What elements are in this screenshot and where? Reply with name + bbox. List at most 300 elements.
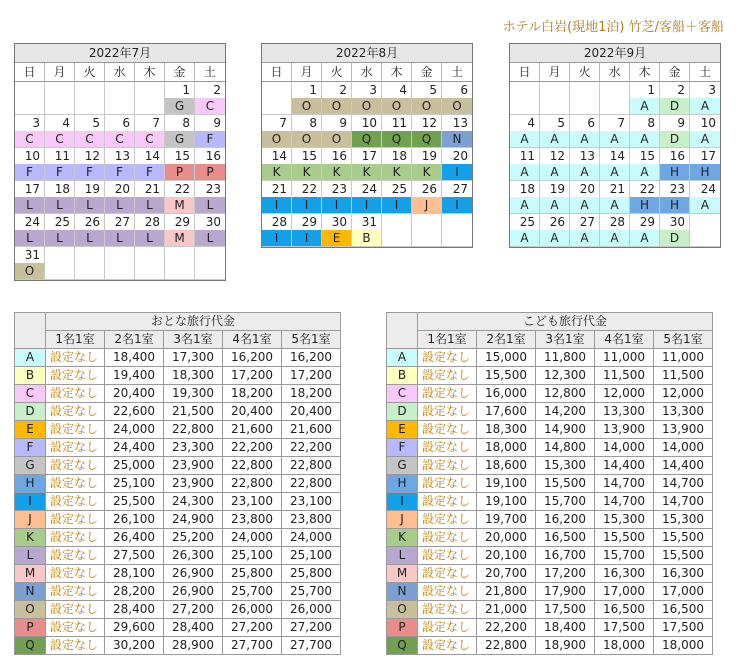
calendar-day[interactable] [195, 148, 225, 181]
calendar-day[interactable] [660, 148, 690, 181]
price-code: H [690, 164, 720, 180]
not-available-cell: 設定なし [46, 511, 105, 529]
day-number: 23 [669, 182, 685, 196]
price-code: A [540, 230, 569, 246]
calendar-day[interactable] [352, 181, 382, 214]
code-label: M [396, 566, 408, 580]
day-number: 2 [677, 83, 685, 97]
calendar-day[interactable] [195, 181, 225, 214]
price-cell: 24,000 [223, 529, 282, 547]
column-header: 1名1室 [46, 331, 105, 349]
weekday-label: 日 [262, 63, 292, 82]
price-cell: 18,400 [105, 349, 164, 367]
price-cell: 13,300 [595, 403, 654, 421]
calendar-day[interactable] [292, 214, 322, 247]
calendar-day[interactable] [165, 181, 195, 214]
calendar-day[interactable] [630, 82, 660, 115]
day-number: 24 [24, 215, 40, 229]
calendar-day[interactable] [690, 148, 720, 181]
price-code: C [135, 131, 164, 147]
price-cell: 22,200 [477, 619, 536, 637]
calendar-empty-cell [15, 82, 45, 115]
table-row [15, 439, 341, 457]
calendar-day[interactable] [600, 115, 630, 148]
price-code: O [292, 131, 321, 147]
price-code: A [690, 131, 720, 147]
price-cell: 26,900 [164, 565, 223, 583]
calendar-day[interactable] [600, 214, 630, 247]
not-available-cell: 設定なし [418, 583, 477, 601]
code-swatch [15, 511, 46, 529]
calendar-day[interactable] [322, 115, 352, 148]
weekday-label: 木 [382, 63, 412, 82]
calendar-empty-cell [195, 247, 225, 280]
not-available-cell: 設定なし [46, 583, 105, 601]
day-number: 6 [460, 83, 468, 97]
calendar-day[interactable] [322, 214, 352, 247]
calendar-day[interactable] [45, 115, 75, 148]
price-cell: 15,700 [595, 547, 654, 565]
price-cell: 16,200 [536, 511, 595, 529]
calendar-day[interactable] [165, 148, 195, 181]
calendar-day[interactable] [15, 115, 45, 148]
price-code: F [15, 164, 44, 180]
calendar-day[interactable] [135, 214, 165, 247]
price-cell: 15,000 [477, 349, 536, 367]
calendar-day[interactable] [382, 148, 412, 181]
calendar-day[interactable] [352, 82, 382, 115]
calendar-day[interactable] [75, 148, 105, 181]
calendar-day[interactable] [262, 181, 292, 214]
not-available-cell: 設定なし [418, 601, 477, 619]
column-header: 4名1室 [595, 331, 654, 349]
calendar-day[interactable] [165, 115, 195, 148]
weekday-label: 月 [292, 63, 322, 82]
column-header-row [387, 331, 713, 349]
day-number: 22 [301, 182, 317, 196]
table-row [15, 367, 341, 385]
price-cell: 27,200 [282, 619, 341, 637]
calendar-day[interactable] [510, 148, 540, 181]
day-number: 26 [84, 215, 100, 229]
day-number: 18 [54, 182, 70, 196]
code-swatch [15, 421, 46, 439]
price-cell: 17,500 [595, 619, 654, 637]
day-number: 1 [309, 83, 317, 97]
calendar-day[interactable] [165, 82, 195, 115]
code-label: Q [25, 638, 35, 652]
price-cell: 14,400 [654, 457, 713, 475]
calendar-day[interactable] [442, 115, 472, 148]
price-cell: 19,100 [477, 475, 536, 493]
calendar-day[interactable] [660, 181, 690, 214]
day-number: 29 [174, 215, 190, 229]
calendar-day[interactable] [105, 214, 135, 247]
calendar-day[interactable] [382, 82, 412, 115]
weekday-label: 日 [15, 63, 45, 82]
price-code: G [165, 98, 194, 114]
not-available-cell: 設定なし [46, 529, 105, 547]
calendar-day[interactable] [442, 148, 472, 181]
calendar-day[interactable] [195, 82, 225, 115]
table-row [15, 385, 341, 403]
code-label: C [397, 386, 407, 400]
day-number: 28 [144, 215, 160, 229]
day-number: 14 [609, 149, 625, 163]
price-code: A [510, 230, 539, 246]
code-label: O [25, 602, 35, 616]
price-cell: 23,900 [164, 475, 223, 493]
not-available-cell: 設定なし [418, 403, 477, 421]
calendar-day[interactable] [15, 181, 45, 214]
price-code: K [322, 164, 351, 180]
day-number: 27 [452, 182, 468, 196]
price-cell: 28,900 [164, 637, 223, 655]
price-cell: 15,300 [536, 457, 595, 475]
calendar-day[interactable] [15, 214, 45, 247]
day-number: 27 [579, 215, 595, 229]
code-swatch [15, 493, 46, 511]
calendar-day[interactable] [322, 148, 352, 181]
price-code [75, 263, 104, 279]
price-code: P [195, 164, 225, 180]
calendar-empty-cell [382, 214, 412, 247]
code-label: E [26, 422, 34, 436]
day-number: 11 [519, 149, 535, 163]
table-title: こども旅行代金 [418, 313, 713, 331]
price-cell: 25,100 [223, 547, 282, 565]
price-cell: 24,400 [105, 439, 164, 457]
price-cell: 14,000 [595, 439, 654, 457]
calendar-day[interactable] [105, 148, 135, 181]
weekday-label: 土 [195, 63, 225, 82]
calendar-day[interactable] [45, 214, 75, 247]
calendar-day[interactable] [292, 82, 322, 115]
day-number: 25 [391, 182, 407, 196]
calendar-day[interactable] [195, 214, 225, 247]
code-label: A [397, 350, 407, 364]
code-swatch [387, 385, 418, 403]
price-code: A [570, 230, 599, 246]
day-number: 14 [144, 149, 160, 163]
column-header: 4名1室 [223, 331, 282, 349]
calendar-day[interactable] [412, 181, 442, 214]
calendar-day[interactable] [412, 148, 442, 181]
price-code: L [75, 230, 104, 246]
price-cell: 27,500 [105, 547, 164, 565]
price-code: O [15, 263, 44, 279]
calendar-day[interactable] [165, 214, 195, 247]
calendar-day[interactable] [45, 181, 75, 214]
day-number: 5 [557, 116, 565, 130]
calendar-day[interactable] [540, 181, 570, 214]
table-row [387, 475, 713, 493]
calendar-day[interactable] [570, 148, 600, 181]
price-cell: 24,300 [164, 493, 223, 511]
calendar-day[interactable] [135, 115, 165, 148]
weekday-label: 水 [352, 63, 382, 82]
price-code: L [15, 230, 44, 246]
price-code: M [165, 197, 194, 213]
calendar-day[interactable] [540, 148, 570, 181]
calendar-day[interactable] [630, 181, 660, 214]
price-code: O [262, 131, 291, 147]
price-code: B [352, 230, 381, 246]
price-cell: 17,600 [477, 403, 536, 421]
calendar-day[interactable] [570, 115, 600, 148]
price-code [382, 230, 411, 246]
weekday-label: 金 [165, 63, 195, 82]
weekday-header [510, 63, 720, 82]
code-label: E [398, 422, 406, 436]
calendar-day[interactable] [690, 82, 720, 115]
calendar-day[interactable] [630, 148, 660, 181]
calendar-day[interactable] [382, 115, 412, 148]
table-row [15, 601, 341, 619]
code-label: Q [397, 638, 407, 652]
calendar-day[interactable] [15, 148, 45, 181]
calendar-day[interactable] [292, 148, 322, 181]
calendar-day[interactable] [600, 181, 630, 214]
price-cell: 14,400 [595, 457, 654, 475]
price-cell: 18,900 [536, 637, 595, 655]
day-number: 4 [62, 116, 70, 130]
calendar-day[interactable] [352, 115, 382, 148]
calendar-day[interactable] [292, 115, 322, 148]
weekday-label: 火 [570, 63, 600, 82]
day-number: 28 [609, 215, 625, 229]
calendar-day[interactable] [262, 214, 292, 247]
code-label: H [397, 476, 407, 490]
price-cell: 12,800 [536, 385, 595, 403]
price-code: A [600, 164, 629, 180]
code-label: B [397, 368, 407, 382]
price-cell: 27,700 [223, 637, 282, 655]
calendar-day[interactable] [600, 148, 630, 181]
table-row [15, 475, 341, 493]
day-number: 23 [205, 182, 221, 196]
column-header: 3名1室 [536, 331, 595, 349]
price-cell: 20,400 [282, 403, 341, 421]
price-code: C [75, 131, 104, 147]
calendar-day[interactable] [690, 115, 720, 148]
not-available-cell: 設定なし [418, 457, 477, 475]
column-header-row [15, 331, 341, 349]
price-code: L [15, 197, 44, 213]
weekday-label: 日 [510, 63, 540, 82]
price-cell: 17,200 [223, 367, 282, 385]
calendar-day[interactable] [105, 115, 135, 148]
calendar-day[interactable] [352, 148, 382, 181]
price-code: I [292, 197, 321, 213]
day-number: 3 [369, 83, 377, 97]
price-code: I [322, 197, 351, 213]
calendar-day[interactable] [322, 82, 352, 115]
weekday-label: 火 [322, 63, 352, 82]
child-price-table [386, 312, 713, 655]
price-code: L [45, 197, 74, 213]
price-code: I [262, 197, 291, 213]
price-code: D [660, 131, 689, 147]
calendar-title: 2022年9月 [510, 44, 720, 63]
price-code: O [412, 98, 441, 114]
price-cell: 18,400 [536, 619, 595, 637]
calendar-day[interactable] [382, 181, 412, 214]
day-number: 12 [84, 149, 100, 163]
price-cell: 23,800 [282, 511, 341, 529]
calendar-day[interactable] [412, 82, 442, 115]
calendar-day[interactable] [75, 214, 105, 247]
code-label: M [24, 566, 36, 580]
price-cell: 30,200 [105, 637, 164, 655]
price-cell: 24,000 [282, 529, 341, 547]
calendar-day[interactable] [75, 115, 105, 148]
price-cell: 15,300 [595, 511, 654, 529]
calendar-day[interactable] [262, 148, 292, 181]
calendar-day[interactable] [660, 115, 690, 148]
price-code: A [570, 197, 599, 213]
day-number: 25 [54, 215, 70, 229]
calendar-day[interactable] [570, 181, 600, 214]
code-swatch [387, 637, 418, 655]
not-available-cell: 設定なし [418, 349, 477, 367]
day-number: 30 [205, 215, 221, 229]
day-number: 23 [331, 182, 347, 196]
price-cell: 15,700 [536, 493, 595, 511]
price-code: O [322, 98, 351, 114]
price-cell: 28,100 [105, 565, 164, 583]
price-code: K [292, 164, 321, 180]
weekday-label: 月 [45, 63, 75, 82]
table-row [387, 637, 713, 655]
weekday-label: 火 [75, 63, 105, 82]
price-cell: 25,000 [105, 457, 164, 475]
calendar-day[interactable] [195, 115, 225, 148]
price-cell: 24,900 [164, 511, 223, 529]
calendar-day[interactable] [630, 214, 660, 247]
calendar-day[interactable] [15, 247, 45, 280]
column-header: 5名1室 [282, 331, 341, 349]
code-label: L [398, 548, 406, 562]
calendar-day[interactable] [510, 115, 540, 148]
calendar-empty-cell [600, 82, 630, 115]
code-swatch [387, 601, 418, 619]
price-code: L [45, 230, 74, 246]
calendar-day[interactable] [135, 148, 165, 181]
price-cell: 14,700 [595, 493, 654, 511]
price-cell: 17,500 [654, 619, 713, 637]
day-number: 1 [182, 83, 190, 97]
calendar-day[interactable] [135, 181, 165, 214]
code-swatch [387, 421, 418, 439]
price-code: A [630, 164, 659, 180]
price-cell: 22,200 [223, 439, 282, 457]
calendar-day[interactable] [570, 214, 600, 247]
calendar-empty-cell [75, 82, 105, 115]
price-code: Q [352, 131, 381, 147]
price-cell: 27,200 [223, 619, 282, 637]
calendar-day[interactable] [510, 214, 540, 247]
price-code: I [262, 230, 291, 246]
price-cell: 19,100 [477, 493, 536, 511]
calendar-title: 2022年8月 [262, 44, 472, 63]
code-swatch [387, 349, 418, 367]
price-code: C [15, 131, 44, 147]
calendar-day[interactable] [322, 181, 352, 214]
calendar-day[interactable] [660, 214, 690, 247]
code-swatch [387, 511, 418, 529]
price-cell: 15,500 [654, 529, 713, 547]
calendar-day[interactable] [510, 181, 540, 214]
code-swatch [387, 439, 418, 457]
calendar-day[interactable] [292, 181, 322, 214]
calendar-day[interactable] [660, 82, 690, 115]
day-number: 9 [677, 116, 685, 130]
price-cell: 14,700 [595, 475, 654, 493]
price-cell: 16,500 [654, 601, 713, 619]
not-available-cell: 設定なし [418, 511, 477, 529]
not-available-cell: 設定なし [418, 637, 477, 655]
calendar-day[interactable] [630, 115, 660, 148]
day-number: 17 [24, 182, 40, 196]
price-cell: 25,700 [223, 583, 282, 601]
table-row [387, 565, 713, 583]
calendar-day[interactable] [75, 181, 105, 214]
price-cell: 25,800 [282, 565, 341, 583]
table-row [15, 637, 341, 655]
calendar-day[interactable] [690, 181, 720, 214]
code-label: L [26, 548, 34, 562]
day-number: 11 [54, 149, 70, 163]
page-header: ホテル白岩(現地1泊) 竹芝/客船＋客船 [502, 20, 724, 35]
price-code [105, 263, 134, 279]
calendar-day[interactable] [442, 82, 472, 115]
calendar-day[interactable] [105, 181, 135, 214]
day-number: 15 [301, 149, 317, 163]
code-label: N [397, 584, 407, 598]
price-code [15, 98, 44, 114]
calendar-day[interactable] [442, 181, 472, 214]
not-available-cell: 設定なし [418, 475, 477, 493]
calendar-empty-cell [45, 82, 75, 115]
calendar-day[interactable] [45, 148, 75, 181]
price-code: A [600, 197, 629, 213]
calendar-day[interactable] [352, 214, 382, 247]
calendar-day[interactable] [540, 214, 570, 247]
not-available-cell: 設定なし [418, 547, 477, 565]
calendar-day[interactable] [262, 115, 292, 148]
price-cell: 22,800 [223, 475, 282, 493]
day-number: 16 [331, 149, 347, 163]
calendar-empty-cell [570, 82, 600, 115]
price-cell: 25,100 [282, 547, 341, 565]
calendar-grid [15, 82, 225, 280]
calendar-day[interactable] [540, 115, 570, 148]
calendar-day[interactable] [412, 115, 442, 148]
price-cell: 18,000 [595, 637, 654, 655]
price-cell: 16,500 [536, 529, 595, 547]
price-cell: 12,300 [536, 367, 595, 385]
price-rows [387, 349, 713, 655]
price-code [690, 230, 720, 246]
not-available-cell: 設定なし [46, 637, 105, 655]
price-code: O [322, 131, 351, 147]
price-code [600, 98, 629, 114]
price-code: F [45, 164, 74, 180]
not-available-cell: 設定なし [418, 439, 477, 457]
price-cell: 16,500 [595, 601, 654, 619]
day-number: 12 [421, 116, 437, 130]
